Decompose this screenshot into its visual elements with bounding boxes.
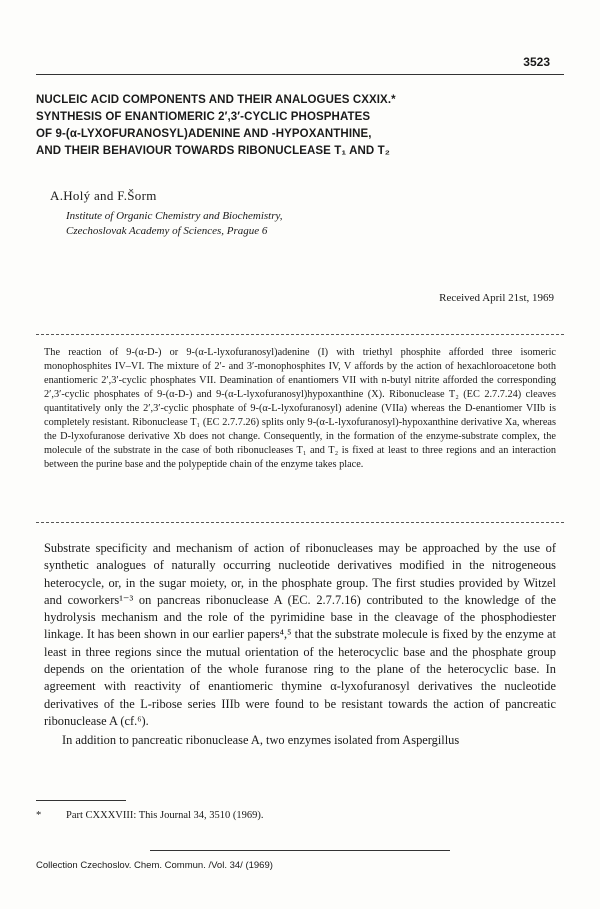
body-paragraph: Substrate specificity and mechanism of action of ribonucleases may be approached by the use of synthetic analogues of naturally occurring nucleotide derivatives modified in the nitrogeneous heterocycle, or, in the sugar moiety, or, in the phosphate group. The first studies provided by Witzel and coworkers¹⁻³ on pancreas ribonuclease A (EC. 2.7.7.16) contributed to the knowledge of the hydrolysis mechanism and the role of the pyrimidine base in the cleavage of the phosphodiester linkage. It has been shown in our earlier papers⁴,⁵ that the substrate molecule is fixed by the enzyme at least in three regions since the mutual orientation of the heterocyclic base and the phosphate group depends on the orientation of the whole furanose ring to the plane of the heterocyclic base. In agreement with reactivity of enantiomeric thymine α-lyxofuranosyl derivatives the nucleotide derivatives of the L-ribose series IIIb were found to be resistant towards the action of pancreatic ribonuclease A (cf.⁶). [44, 541, 556, 728]
footnote [36, 810, 556, 821]
received-date: Received April 21st, 1969 [439, 292, 554, 304]
title-line: NUCLEIC ACID COMPONENTS AND THEIR ANALOGUES CXXIX.* [36, 94, 396, 106]
title-line: SYNTHESIS OF ENANTIOMERIC 2′,3′-CYCLIC PHOSPHATES [36, 111, 371, 123]
authors: A.Holý and F.Šorm [50, 188, 157, 203]
footnote-text: Part CXXXVIII: This Journal 34, 3510 (1969). [66, 810, 264, 821]
affiliation-line: Institute of Organic Chemistry and Biochemistry, [66, 210, 283, 222]
footnote-rule [36, 800, 126, 801]
affiliation [66, 209, 283, 239]
footnote-mark: * [36, 810, 42, 821]
affiliation-line: Czechoslovak Academy of Sciences, Prague 6 [66, 225, 268, 237]
title-line: AND THEIR BEHAVIOUR TOWARDS RIBONUCLEASE T₁ AND T₂ [36, 145, 390, 157]
abstract-bottom-rule [36, 522, 564, 523]
page-number: 3523 [523, 55, 550, 69]
article-title [36, 92, 536, 160]
title-line: OF 9-(α-LYXOFURANOSYL)ADENINE AND -HYPOXANTHINE, [36, 128, 372, 140]
footer-rule [150, 850, 450, 851]
journal-footer: Collection Czechoslov. Chem. Commun. /Vol. 34/ (1969) [36, 860, 273, 871]
body-paragraph: In addition to pancreatic ribonuclease A, two enzymes isolated from Aspergillus [62, 733, 460, 748]
header-rule [36, 74, 564, 75]
body-text [44, 540, 556, 750]
abstract-top-rule [36, 334, 564, 335]
abstract: The reaction of 9-(α-D-) or 9-(α-L-lyxofuranosyl)adenine (I) with triethyl phosphite afforded three isomeric monophosphites IV–VI. The mixture of 2′- and 3′-monophosphites IV, V affords by the action of hexachloroacetone both enantiomeric 2′,3′-cyclic phosphates VII. Deamination of enantiomers VII with n-butyl nitrite afforded the corresponding 2′,3′-cyclic phosphates of 9-(α-D-) and 9-(α-L-lyxofuranosyl)hypoxanthine (X). Ribonuclease T₂ (EC 2.7.7.24) cleaves quantitatively only the 2′,3′-cyclic phosphate of 9-(α-L-lyxofuranosyl) adenine (VIIa) whereas the D-enantiomer VIIb is completely resistant. Ribonuclease T₁ (EC 2.7.7.26) splits only 9-(α-L-lyxofuranosyl)-hypoxanthine derivative Xa, whereas the D-lyxofuranose derivative Xb does not change. Consequently, in the formation of the enzyme-substrate complex, the molecule of the substrate in the case of both ribonucleases T₁ and T₂ is fixed at least to three regions and an interaction between the purine base and the polypeptide chain of the enzyme takes place. [44, 347, 556, 470]
